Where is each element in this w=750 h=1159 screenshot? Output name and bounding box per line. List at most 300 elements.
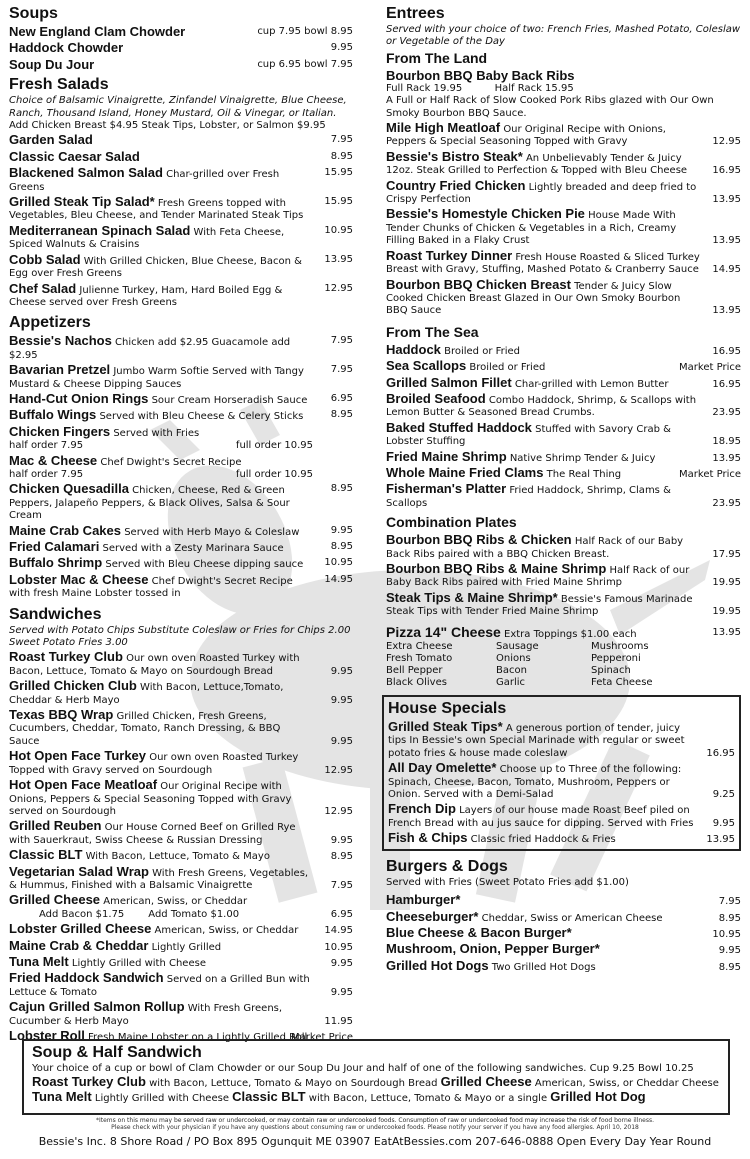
item-desc: Tender & Juicy Slow Cooked Chicken Breast Glazed in Our Own Smoky Bourbon BBQ Sauce bbox=[386, 280, 681, 317]
item-desc: With Feta Cheese, Spiced Walnuts & Craisins bbox=[9, 226, 285, 251]
pizza-title: Pizza 14" Cheese bbox=[386, 623, 501, 640]
left-column bbox=[9, 2, 353, 1044]
item-price: 9.95 bbox=[330, 957, 353, 969]
half-rack-price: Half Rack 15.95 bbox=[494, 82, 574, 94]
item-name: New England Clam Chowder bbox=[9, 24, 186, 39]
item-desc: Choose up to Three of the following: Spinach, Cheese, Bacon, Tomato, Mushroom, Peppers or Onion. Served with a Demi-Salad bbox=[388, 764, 682, 801]
menu-item bbox=[388, 760, 735, 801]
item-name: Buffalo Shrimp bbox=[9, 555, 103, 571]
half-order-price: half order 7.95 bbox=[9, 440, 84, 452]
item-desc: Grilled Chicken, Fresh Greens, Cucumbers, Cheddar, Tomato, Ranch Dressing, & BBQ Sauce bbox=[9, 711, 281, 747]
item-name: Bourbon BBQ Ribs & Maine Shrimp bbox=[386, 561, 607, 576]
item-name: Mediterranean Spinach Salad bbox=[9, 222, 191, 238]
soup-half-item-desc: Lightly Grilled with Cheese bbox=[91, 1093, 233, 1104]
menu-item bbox=[9, 57, 353, 73]
item-name: Fish & Chips bbox=[388, 830, 468, 846]
menu-item bbox=[9, 818, 353, 847]
entrees-sides-note: Served with your choice of two: French Fries, Mashed Potato, Coleslaw or Vegetable of the Day bbox=[386, 24, 741, 48]
right-column bbox=[386, 2, 741, 974]
full-rack-price: Full Rack 19.95 bbox=[386, 82, 463, 94]
item-name: Mile High Meatloaf bbox=[386, 120, 501, 136]
pizza-topping: Sausage bbox=[496, 641, 539, 653]
item-price: 12.95 bbox=[324, 282, 353, 294]
item-name: Broiled Seafood bbox=[386, 390, 486, 406]
item-price: 7.95 bbox=[330, 134, 353, 146]
menu-item bbox=[386, 149, 741, 178]
item-price: 8.95 bbox=[718, 912, 741, 924]
soup-half-item-name: Tuna Melt bbox=[32, 1089, 92, 1104]
item-name: Baked Stuffed Haddock bbox=[386, 419, 532, 435]
item-name: Fried Calamari bbox=[9, 539, 100, 554]
salads-heading: Fresh Salads bbox=[9, 76, 109, 94]
pizza-topping: Pepperoni bbox=[591, 653, 641, 665]
item-desc: Served with Bleu Cheese dipping sauce bbox=[105, 559, 304, 571]
item-desc: Chef Dwight's Secret Recipe with fresh Maine Lobster tossed in bbox=[9, 575, 293, 600]
item-price: 8.95 bbox=[718, 961, 741, 973]
pizza-topping: Mushrooms bbox=[591, 641, 649, 653]
menu-item bbox=[9, 391, 353, 407]
menu-item bbox=[386, 925, 741, 941]
item-desc: Served with Bleu Cheese & Celery Sticks bbox=[99, 411, 304, 423]
item-name: Whole Maine Fried Clams bbox=[386, 464, 544, 480]
item-price: 15.95 bbox=[324, 196, 353, 208]
grilled-cheese-extras bbox=[9, 909, 313, 921]
item-desc: With Fresh Greens, Cucumber & Herb Mayo bbox=[9, 1003, 283, 1027]
item-name: Mushroom, Onion, Pepper Burger* bbox=[386, 941, 600, 957]
item-price: 9.95 bbox=[330, 42, 353, 54]
item-desc: Served on a Grilled Bun with Lettuce & Tomato bbox=[9, 974, 310, 998]
pizza-topping: Onions bbox=[496, 653, 531, 665]
item-price: 13.95 bbox=[712, 194, 741, 206]
item-desc: Bessie's Famous Marinade Steak Tips with Tender Fried Maine Shrimp bbox=[386, 593, 693, 618]
item-desc: Served with a Zesty Marinara Sauce bbox=[102, 543, 284, 554]
item-price: 12.95 bbox=[324, 805, 353, 817]
item-price: 9.95 bbox=[330, 694, 353, 706]
item-price: 13.95 bbox=[712, 452, 741, 464]
menu-item bbox=[386, 590, 741, 619]
item-price: 9.95 bbox=[330, 834, 353, 846]
item-price: cup 7.95 bowl 8.95 bbox=[257, 26, 353, 37]
item-desc: Broiled or Fried bbox=[469, 362, 546, 374]
item-desc: Char-grilled with Lemon Butter bbox=[514, 378, 669, 390]
item-name: Bourbon BBQ Baby Back Ribs bbox=[386, 67, 575, 83]
menu-item bbox=[386, 358, 741, 374]
item-name: Maine Crab & Cheddar bbox=[9, 937, 149, 953]
item-name: Grilled Steak Tips* bbox=[388, 719, 503, 735]
menu-item bbox=[9, 333, 353, 362]
menu-item bbox=[9, 194, 353, 223]
item-desc: Served with Herb Mayo & Coleslaw bbox=[124, 526, 300, 538]
item-price: 10.95 bbox=[324, 557, 353, 569]
item-price: 8.95 bbox=[330, 541, 353, 552]
item-name: Vegetarian Salad Wrap bbox=[9, 863, 149, 879]
menu-item bbox=[9, 572, 353, 601]
item-name: Chicken Fingers bbox=[9, 423, 111, 439]
menu-item bbox=[9, 539, 353, 555]
item-price: 13.95 bbox=[712, 235, 741, 247]
item-price: 18.95 bbox=[712, 436, 741, 448]
item-desc: Cheddar, Swiss or American Cheese bbox=[481, 912, 663, 924]
menu-item bbox=[9, 649, 353, 678]
item-desc: Fresh Greens topped with Vegetables, Bleu Cheese, and Tender Marinated Steak Tips bbox=[9, 198, 304, 222]
item-price: 16.95 bbox=[712, 378, 741, 390]
soup-half-item-desc: or a single bbox=[494, 1093, 551, 1104]
item-desc: Our Original Recipe with Onions, Peppers & Special Seasoning Topped with Gravy served on Sourdough bbox=[9, 781, 292, 817]
soup-half-item-desc: American, Swiss, or Cheddar Cheese bbox=[531, 1078, 719, 1089]
item-name: Texas BBQ Wrap bbox=[9, 707, 114, 723]
item-name: Bavarian Pretzel bbox=[9, 362, 111, 378]
item-desc: A generous portion of tender, juicy tips In Bessie's own Special Marinade with regular or sweet potato fries & house made coleslaw bbox=[388, 723, 685, 759]
menu-item bbox=[9, 362, 353, 391]
half-order-price: half order 7.95 bbox=[9, 468, 84, 480]
full-order-price: full order 10.95 bbox=[235, 468, 313, 480]
menu-item bbox=[9, 453, 353, 482]
item-desc: With Fresh Greens, Vegetables, & Hummus, Finished with a Balsamic Vinaigrette bbox=[9, 867, 309, 891]
menu-item bbox=[9, 707, 353, 748]
item-name: Garden Salad bbox=[9, 132, 93, 148]
menu-item bbox=[386, 68, 741, 120]
menu-item bbox=[386, 277, 741, 318]
item-price: 8.95 bbox=[330, 483, 353, 495]
soup-half-item-name: Classic BLT bbox=[232, 1089, 306, 1104]
appetizers-heading: Appetizers bbox=[9, 314, 91, 332]
menu-item bbox=[9, 864, 353, 893]
menu-item bbox=[386, 561, 741, 590]
item-desc: An Unbelievably Tender & Juicy 12oz. Steak Grilled to Perfection & Topped with Bleu Cheese bbox=[386, 152, 688, 177]
menu-item bbox=[386, 465, 741, 481]
item-price: 7.95 bbox=[330, 879, 353, 891]
pizza-topping: Spinach bbox=[591, 665, 631, 677]
item-desc: Native Shrimp Tender & Juicy bbox=[509, 452, 656, 464]
item-name: Bourbon BBQ Chicken Breast bbox=[386, 276, 571, 292]
item-desc: Chef Dwight's Secret Recipe bbox=[100, 456, 242, 468]
item-price: 13.95 bbox=[324, 253, 353, 265]
full-order-price: full order 10.95 bbox=[235, 440, 313, 452]
item-name: Cajun Grilled Salmon Rollup bbox=[9, 999, 185, 1015]
menu-item bbox=[9, 892, 353, 921]
burgers-heading: Burgers & Dogs bbox=[386, 857, 508, 875]
burgers-sides-note: Served with Fries (Sweet Potato Fries add $1.00) bbox=[386, 876, 629, 888]
menu-item bbox=[9, 132, 353, 148]
item-name: All Day Omelette* bbox=[388, 760, 497, 776]
item-price: 16.95 bbox=[712, 345, 741, 357]
item-desc: Our own oven Roasted Turkey Topped with Gravy served on Sourdough bbox=[9, 752, 299, 776]
item-name: Blackened Salmon Salad bbox=[9, 165, 163, 181]
item-name: Hand-Cut Onion Rings bbox=[9, 390, 149, 406]
menu-item bbox=[9, 223, 353, 252]
item-name: Grilled Chicken Club bbox=[9, 678, 137, 694]
land-list bbox=[386, 120, 741, 318]
item-name: Roast Turkey Club bbox=[9, 649, 123, 665]
pizza-price: 13.95 bbox=[712, 626, 741, 638]
item-desc: Our House Corned Beef on Grilled Rye with Sauerkraut, Swiss Cheese & Russian Dressing bbox=[9, 822, 296, 846]
menu-item bbox=[386, 909, 741, 925]
house-specials-box bbox=[382, 695, 741, 851]
menu-item bbox=[386, 892, 741, 908]
item-price: 17.95 bbox=[712, 548, 741, 560]
item-price: 13.95 bbox=[706, 834, 735, 846]
pizza-topping: Feta Cheese bbox=[591, 677, 653, 689]
item-price: 23.95 bbox=[712, 497, 741, 509]
item-desc: Stuffed with Savory Crab & Lobster Stuffing bbox=[386, 423, 671, 448]
item-name: Hot Open Face Meatloaf bbox=[9, 777, 158, 793]
item-name: Soup Du Jour bbox=[9, 56, 95, 72]
item-price: 19.95 bbox=[712, 577, 741, 589]
item-name: Mac & Cheese bbox=[9, 452, 98, 468]
menu-item bbox=[9, 149, 353, 165]
item-desc: Julienne Turkey, Ham, Hard Boiled Egg & Cheese served over Fresh Greens bbox=[9, 284, 283, 308]
salads-dressings-note: Choice of Balsamic Vinaigrette, Zinfandel Vinaigrette, Blue Cheese, Ranch, Thousand Island, Honey Mustard, Oil & Vinegar, or Italian. bbox=[9, 95, 347, 119]
item-price: Market Price bbox=[291, 1032, 353, 1043]
menu-item bbox=[9, 777, 353, 818]
appetizers-list bbox=[9, 333, 353, 600]
menu-item bbox=[386, 120, 741, 149]
burgers-list bbox=[386, 892, 741, 974]
item-desc: With Bacon, Lettuce,Tomato, Cheddar & Herb Mayo bbox=[9, 682, 284, 706]
item-desc: Half Rack of our Baby Back Ribs paired with a BBQ Chicken Breast. bbox=[386, 536, 684, 560]
item-desc: Lightly Grilled with Cheese bbox=[71, 957, 206, 969]
menu-item bbox=[9, 40, 353, 56]
item-name: Fried Maine Shrimp bbox=[386, 448, 507, 464]
item-price: 11.95 bbox=[324, 1015, 353, 1027]
half-full-prices bbox=[9, 440, 313, 452]
item-price: 14.95 bbox=[324, 925, 353, 937]
menu-item bbox=[388, 801, 735, 830]
extra-tomato: Add Tomato $1.00 bbox=[148, 908, 240, 920]
item-price: 12.95 bbox=[324, 764, 353, 776]
item-name: Grilled Steak Tip Salad* bbox=[9, 194, 155, 210]
soup-half-sandwich-box bbox=[22, 1039, 730, 1115]
item-desc: Char-grilled over Fresh Greens bbox=[9, 169, 280, 193]
item-desc: Served with Fries bbox=[113, 427, 200, 439]
item-desc: With Bacon, Lettuce, Tomato & Mayo bbox=[85, 851, 270, 863]
menu-item bbox=[9, 678, 353, 707]
item-price: 9.25 bbox=[712, 789, 735, 801]
sea-heading: From The Sea bbox=[386, 323, 479, 340]
item-desc: Broiled or Fried bbox=[444, 345, 521, 357]
pizza-topping: Fresh Tomato bbox=[386, 653, 453, 665]
menu-item bbox=[9, 281, 353, 310]
item-name: Bessie's Nachos bbox=[9, 333, 112, 349]
menu-item bbox=[9, 252, 353, 281]
menu-item bbox=[386, 481, 741, 510]
menu-item bbox=[386, 449, 741, 465]
soup-half-item-desc: with Bacon, Lettuce, Tomato & Mayo bbox=[305, 1093, 495, 1104]
item-name: Maine Crab Cakes bbox=[9, 522, 121, 538]
menu-item bbox=[386, 391, 741, 420]
item-desc: Jumbo Warm Softie Served with Tangy Mustard & Cheese Dipping Sauces bbox=[9, 366, 304, 390]
allergy-footnote bbox=[20, 1117, 730, 1131]
item-name: Roast Turkey Dinner bbox=[386, 247, 513, 263]
item-desc: American, Swiss, or Cheddar bbox=[154, 925, 299, 937]
menu-item bbox=[9, 165, 353, 194]
menu-item bbox=[9, 523, 353, 539]
footnote-line-1: *Items on this menu may be served raw or undercooked, or may contain raw or undercooked foods. Consumption of raw or undercooked food may increase the risk of food borne illness. bbox=[95, 1117, 654, 1124]
house-specials-list bbox=[388, 719, 735, 847]
soup-half-item-name: Grilled Cheese bbox=[440, 1074, 532, 1089]
ribs-prices bbox=[386, 83, 741, 95]
menu-item bbox=[9, 555, 353, 571]
menu-item bbox=[386, 532, 741, 561]
item-price: 6.95 bbox=[330, 392, 353, 404]
item-price: 8.95 bbox=[330, 851, 353, 863]
soup-half-bowl-price: Bowl 10.25 bbox=[637, 1063, 694, 1074]
pizza-item bbox=[386, 625, 741, 641]
salads-addon-note: Add Chicken Breast $4.95 Steak Tips, Lobster, or Salmon $9.95 bbox=[9, 120, 326, 132]
menu-item bbox=[386, 342, 741, 358]
item-name: Fisherman's Platter bbox=[386, 481, 507, 497]
item-desc: American, Swiss, or Cheddar bbox=[103, 896, 248, 908]
menu-item bbox=[386, 420, 741, 449]
sandwiches-sides-note: Served with Potato Chips Substitute Coleslaw or Fries for Chips 2.00 Sweet Potato Fries 3.00 bbox=[9, 624, 351, 649]
item-price: 14.95 bbox=[324, 573, 353, 585]
soup-half-item-desc: with Bacon, Lettuce, Tomato & Mayo on Sourdough Bread bbox=[145, 1078, 441, 1089]
pizza-topping: Black Olives bbox=[386, 677, 447, 689]
item-price: Market Price bbox=[679, 468, 741, 480]
item-name: Country Fried Chicken bbox=[386, 177, 526, 193]
item-name: Classic Caesar Salad bbox=[9, 148, 140, 164]
menu-item bbox=[386, 375, 741, 391]
item-name: Cobb Salad bbox=[9, 251, 81, 267]
item-price: 8.95 bbox=[330, 409, 353, 421]
item-desc: Fried Haddock, Shrimp, Clams & Scallops bbox=[386, 485, 671, 509]
soup-half-line-1 bbox=[32, 1075, 720, 1090]
entrees-heading: Entrees bbox=[386, 5, 445, 22]
item-price: 14.95 bbox=[712, 264, 741, 276]
item-price: 9.95 bbox=[330, 986, 353, 998]
menu-item bbox=[9, 970, 353, 999]
item-price: cup 6.95 bowl 7.95 bbox=[257, 58, 353, 70]
menu-item bbox=[9, 748, 353, 777]
item-name: Classic BLT bbox=[9, 847, 83, 863]
pizza-topping: Bacon bbox=[496, 665, 527, 677]
item-name: Steak Tips & Maine Shrimp* bbox=[386, 589, 558, 605]
menu-item bbox=[386, 941, 741, 957]
item-price: 9.95 bbox=[330, 735, 353, 747]
item-name: Lobster Mac & Cheese bbox=[9, 571, 149, 587]
menu-item bbox=[9, 999, 353, 1028]
item-name: Grilled Hot Dogs bbox=[386, 957, 489, 973]
item-name: Chef Salad bbox=[9, 280, 77, 296]
item-price: 23.95 bbox=[712, 407, 741, 419]
soup-half-cup-price: Cup 9.25 bbox=[589, 1063, 635, 1074]
soups-heading: Soups bbox=[9, 5, 58, 22]
item-price: 12.95 bbox=[712, 136, 741, 148]
item-desc: Chicken add $2.95 Guacamole add $2.95 bbox=[9, 337, 291, 361]
item-price: 7.95 bbox=[718, 896, 741, 908]
menu-item bbox=[386, 958, 741, 974]
item-price: 15.95 bbox=[324, 167, 353, 179]
item-price: 8.95 bbox=[330, 150, 353, 162]
item-price: 9.95 bbox=[330, 524, 353, 536]
land-heading: From The Land bbox=[386, 49, 488, 66]
menu-item bbox=[9, 407, 353, 423]
house-specials-heading: House Specials bbox=[388, 700, 507, 718]
soups-list bbox=[9, 24, 353, 73]
item-name: Lobster Roll bbox=[9, 1028, 85, 1043]
menu-item bbox=[9, 481, 353, 522]
item-price: 16.95 bbox=[706, 747, 735, 759]
soup-half-item-name: Grilled Hot Dog bbox=[550, 1089, 646, 1104]
item-name: Grilled Reuben bbox=[9, 818, 102, 834]
item-desc: Half Rack of our Baby Back Ribs paired with Fried Maine Shrimp bbox=[386, 565, 690, 589]
item-price: 9.95 bbox=[330, 665, 353, 677]
item-name: Hamburger* bbox=[386, 892, 461, 908]
salads-list bbox=[9, 132, 353, 309]
soup-half-item-name: Roast Turkey Club bbox=[32, 1074, 146, 1089]
item-desc: The Real Thing bbox=[546, 468, 622, 480]
sandwiches-list bbox=[9, 649, 353, 1044]
menu-item bbox=[386, 178, 741, 207]
item-name: Bessie's Bistro Steak* bbox=[386, 148, 523, 164]
item-name: Buffalo Wings bbox=[9, 407, 97, 423]
item-price: 10.95 bbox=[324, 941, 353, 953]
item-price: 19.95 bbox=[712, 606, 741, 618]
menu-item bbox=[386, 206, 741, 247]
item-name: Bessie's Homestyle Chicken Pie bbox=[386, 206, 585, 222]
menu-item bbox=[388, 830, 735, 846]
item-name: French Dip bbox=[388, 801, 456, 817]
menu-item bbox=[9, 424, 353, 453]
item-price: 9.95 bbox=[718, 945, 741, 957]
item-name: Blue Cheese & Bacon Burger* bbox=[386, 924, 572, 940]
pizza-toppings bbox=[386, 641, 741, 689]
item-desc: Lightly breaded and deep fried to Crispy Perfection bbox=[386, 181, 697, 206]
item-desc: Classic fried Haddock & Fries bbox=[470, 834, 616, 846]
item-desc: Two Grilled Hot Dogs bbox=[491, 961, 596, 973]
item-price: 7.95 bbox=[330, 364, 353, 376]
item-price: 13.95 bbox=[712, 305, 741, 317]
pizza-topping: Extra Cheese bbox=[386, 641, 453, 653]
soup-half-heading: Soup & Half Sandwich bbox=[32, 1044, 202, 1061]
item-price: 7.95 bbox=[330, 335, 353, 347]
pizza-topping: Bell Pepper bbox=[386, 665, 443, 677]
item-desc: Chicken, Cheese, Red & Green Peppers, Jalapeño Peppers, & Black Olives, Salsa & Sour Cream bbox=[9, 485, 290, 522]
pizza-topping: Garlic bbox=[496, 677, 526, 689]
item-price: Market Price bbox=[679, 362, 741, 374]
item-desc: House Made With Tender Chunks of Chicken & Vegetables in a Rich, Creamy Filling Baked in a Flaky Crust bbox=[386, 210, 677, 247]
menu-item bbox=[9, 921, 353, 937]
item-desc: Fresh Maine Lobster on a Lightly Grilled Roll bbox=[88, 1032, 308, 1043]
menu-item bbox=[9, 847, 353, 863]
sea-list bbox=[386, 342, 741, 510]
item-price: 16.95 bbox=[712, 165, 741, 177]
extra-bacon: Add Bacon $1.75 bbox=[39, 908, 125, 920]
soup-half-desc-text: Your choice of a cup or bowl of Clam Chowder or our Soup Du Jour and half of one of the following sandwiches. bbox=[32, 1063, 587, 1074]
item-desc: Combo Haddock, Shrimp, & Scallops with Lemon Butter & Seasoned Bread Crumbs. bbox=[386, 394, 697, 419]
item-desc: Fresh House Roasted & Sliced Turkey Breast with Gravy, Stuffing, Mashed Potato & Cranberry Sauce bbox=[386, 251, 700, 276]
item-name: Grilled Salmon Fillet bbox=[386, 374, 512, 390]
item-price: 10.95 bbox=[324, 224, 353, 236]
item-name: Sea Scallops bbox=[386, 358, 467, 374]
item-name: Haddock Chowder bbox=[9, 40, 124, 56]
menu-item bbox=[386, 248, 741, 277]
soup-half-line-2 bbox=[32, 1090, 720, 1105]
sandwiches-heading: Sandwiches bbox=[9, 605, 102, 623]
menu-item bbox=[388, 719, 735, 760]
item-name: Fried Haddock Sandwich bbox=[9, 970, 164, 986]
menu-item bbox=[9, 24, 353, 40]
item-desc: With Grilled Chicken, Blue Cheese, Bacon & Egg over Fresh Greens bbox=[9, 255, 302, 280]
menu-item bbox=[9, 954, 353, 970]
item-name: Lobster Grilled Cheese bbox=[9, 921, 152, 937]
item-name: Chicken Quesadilla bbox=[9, 481, 129, 497]
pizza-toppings-note: Extra Toppings $1.00 each bbox=[504, 628, 637, 640]
item-desc: Our Original Recipe with Onions, Peppers & Special Seasoning Topped with Gravy bbox=[386, 124, 666, 148]
item-name: Bourbon BBQ Ribs & Chicken bbox=[386, 532, 572, 548]
item-price: 10.95 bbox=[712, 928, 741, 940]
item-desc: Layers of our house made Roast Beef piled on French Bread with au jus sauce for dipping. Served with Fries bbox=[388, 805, 694, 829]
